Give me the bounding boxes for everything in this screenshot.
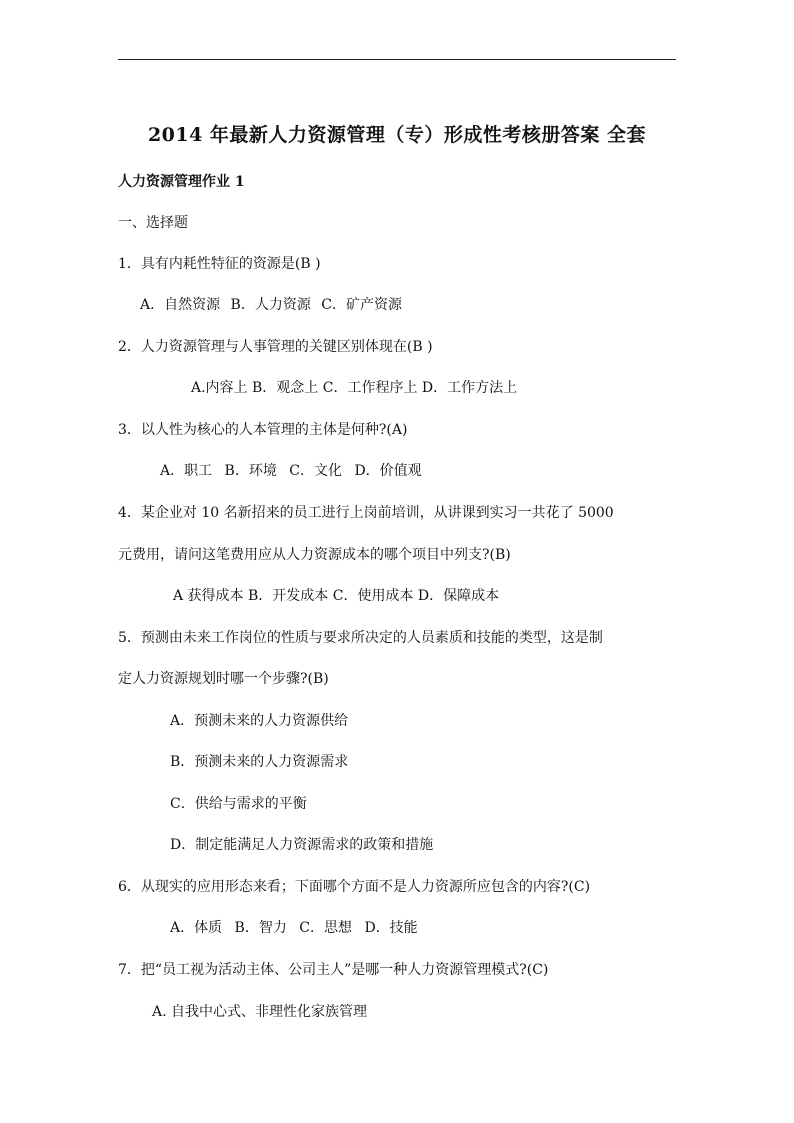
options-1: A．自然资源 B．人力资源 C．矿产资源 [140, 297, 403, 313]
option-5a: A．预测未来的人力资源供给 [170, 713, 349, 729]
option-5b: B．预测未来的人力资源需求 [170, 754, 349, 770]
header-rule [118, 59, 676, 60]
question-1: 1．具有内耗性特征的资源是(B ) [118, 256, 321, 272]
question-5-line-1: 5．预测由未来工作岗位的性质与要求所决定的人员素质和技能的类型，这是制 [118, 630, 603, 646]
question-6: 6．从现实的应用形态来看；下面哪个方面不是人力资源所应包含的内容?(C) [118, 879, 591, 895]
question-4-line-1: 4．某企业对 10 名新招来的员工进行上岗前培训，从讲课到实习一共花了 5000 [118, 505, 614, 521]
option-7a: A. 自我中心式、非理性化家族管理 [152, 1004, 368, 1020]
document-title: 2014 年最新人力资源管理（专）形成性考核册答案 全套 [147, 124, 647, 146]
part-heading: 一、选择题 [118, 215, 188, 231]
options-3: A．职工 B．环境 C．文化 D．价值观 [160, 463, 422, 479]
options-6: A．体质 B．智力 C．思想 D．技能 [170, 920, 418, 936]
question-5-line-2: 定人力资源规划时哪一个步骤?(B) [118, 671, 329, 687]
question-3: 3．以人性为核心的人本管理的主体是何种?(A) [118, 422, 408, 438]
options-2: A.内容上 B．观念上 C．工作程序上 D．工作方法上 [191, 380, 518, 396]
option-5d: D．制定能满足人力资源需求的政策和措施 [170, 837, 434, 853]
option-5c: C．供给与需求的平衡 [170, 796, 307, 812]
question-7: 7．把“员工视为活动主体、公司主人”是哪一种人力资源管理模式?(C) [118, 962, 549, 978]
section-title: 人力资源管理作业 1 [118, 174, 245, 190]
options-4: A 获得成本 B．开发成本 C．使用成本 D．保障成本 [173, 588, 500, 604]
question-2: 2．人力资源管理与人事管理的关键区别体现在(B ) [118, 339, 433, 355]
question-4-line-2: 元费用，请问这笔费用应从人力资源成本的哪个项目中列支?(B) [118, 547, 511, 563]
